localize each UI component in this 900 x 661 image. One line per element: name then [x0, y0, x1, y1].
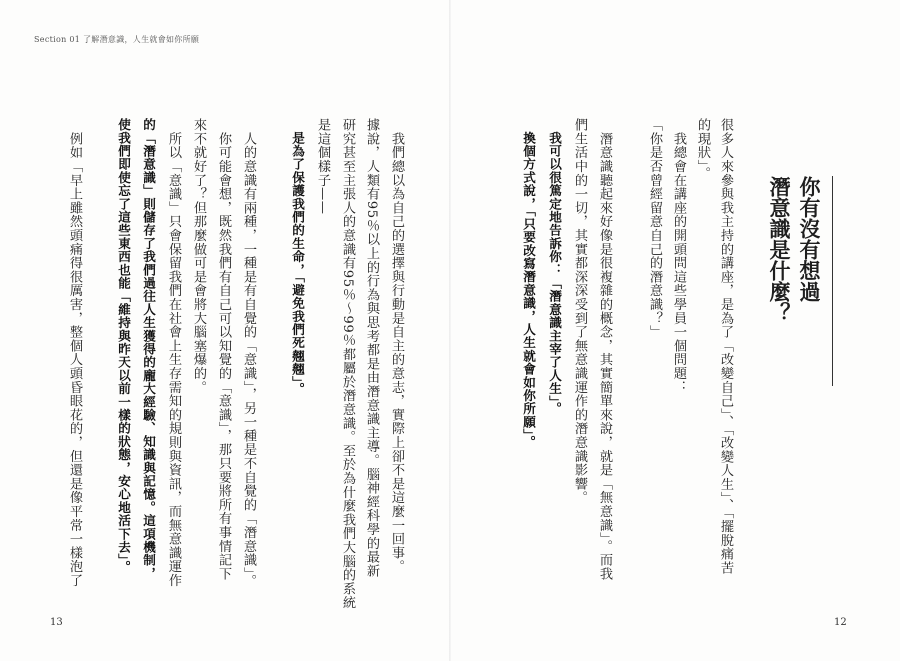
- text-column-bold: 是為了保護我們的生命，「避免我們死翹翹」。: [290, 118, 305, 396]
- text-column: 的現狀」。: [695, 118, 710, 181]
- text-column: 人的意識有兩種，一種是有自覺的「意識」，另一種是不自覺的「潛意識」。: [241, 118, 256, 588]
- text-column-bold: 使我們即使忘了這些東西也能「維持與昨天以前一樣的狀態，安心地活下去」。: [116, 118, 131, 574]
- text-column: 是這個樣子——: [315, 118, 330, 215]
- text-column: 我總會在講座的開頭問這些學員一個問題：: [671, 118, 686, 394]
- text-column: 們生活中的一切，其實都深深受到了無意識運作的潛意識影響。: [572, 118, 587, 505]
- running-head: Section 01 了解潛意識，人生就會如你所願: [34, 35, 200, 44]
- text-column-bold: 換個方式說，「只要改寫潛意識，人生就會如你所願」。: [521, 118, 536, 449]
- text-column: 很多人來參與我主持的講座，是為了「改變自己」、「改變人生」、「擺脫痛苦: [718, 118, 733, 575]
- text-column: 例如「早上雖然頭痛得很厲害，整個人頭昏眼花的，但還是像平常一樣泡了: [67, 118, 82, 588]
- text-column: 你可能會想，既然我們有自己可以知覺的「意識」，那只要將所有事情記下: [216, 118, 231, 581]
- text-column: 「你是否曾經留意自己的潛意識？」: [647, 118, 662, 339]
- text-column: 潛意識聽起來好像是很複雜的概念，其實簡單來說，就是「無意識」。而我: [597, 118, 612, 581]
- chapter-title-line-2: 潛意識是什麼？: [767, 176, 792, 323]
- text-column: 來不就好了？但那麼做可是會將大腦塞爆的。: [191, 118, 206, 394]
- text-column: 我們總以為自己的選擇與行動是自主的意志，實際上卻不是這麼一回事。: [389, 118, 404, 574]
- text-column: 所以「意識」只會保留我們在社會上生存需知的規則與資訊，而無意識運作: [166, 118, 181, 588]
- text-column: 研究甚至主張人的意識有95％～99％都屬於潛意識。至於為什麼我們大腦的系統: [340, 118, 355, 610]
- text-column-bold: 的「潛意識」則儲存了我們過往人生獲得的龐大經驗、知識與記憶。這項機制，: [141, 118, 156, 580]
- page-number-right: 12: [834, 617, 847, 628]
- page-number-left: 13: [50, 617, 63, 628]
- text-column-bold: 我可以很篤定地告訴你：「潛意識主宰了人生」。: [547, 118, 562, 416]
- chapter-title-line-1: 你有沒有想過: [797, 176, 822, 302]
- text-column: 據說，人類有95％以上的行為與思考都是由潛意識主導。腦神經科學的最新: [364, 118, 379, 578]
- chapter-title: [764, 176, 833, 386]
- book-spine: [449, 0, 451, 661]
